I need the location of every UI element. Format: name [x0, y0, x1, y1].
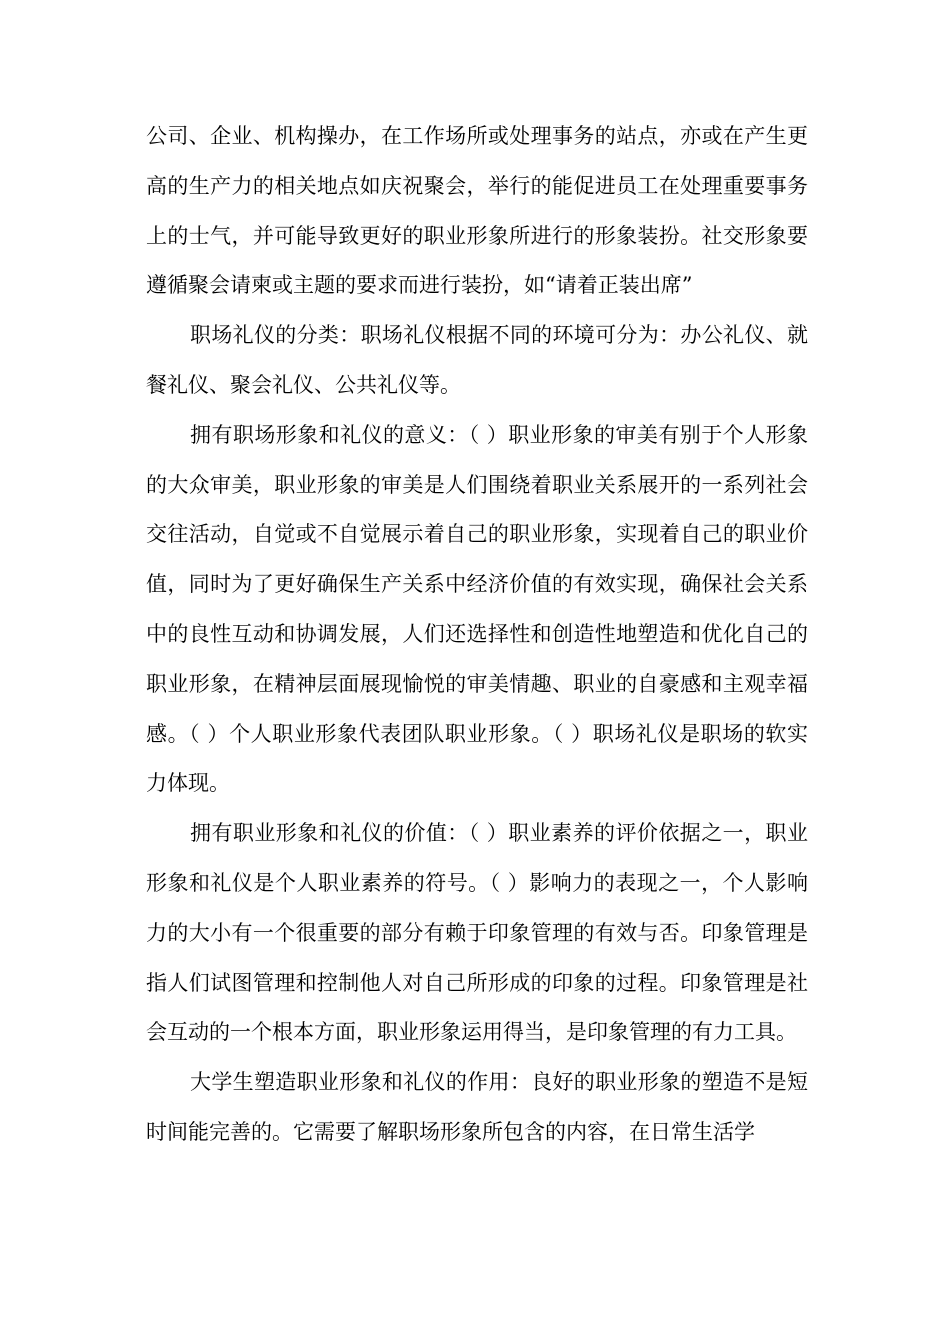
paragraph-4: 拥有职业形象和礼仪的价值：（ ）职业素养的评价依据之一，职业形象和礼仪是个人职业素养的符号。（ ）影响力的表现之一，个人影响力的大小有一个很重要的部分有赖于印象管理的有效与否。印象管理是指人们试图管理和控制他人对自己所形成的印象的过程。印象管理是社会互动的一个根本方面，职业形象运用得当，是印象管理的有力工具。 [146, 821, 808, 1045]
paragraph-2: 职场礼仪的分类：职场礼仪根据不同的环境可分为：办公礼仪、就餐礼仪、聚会礼仪、公共礼仪等。 [146, 323, 808, 397]
paragraph-3: 拥有职场形象和礼仪的意义：（ ）职业形象的审美有别于个人形象的大众审美，职业形象的审美是人们围绕着职业关系展开的一系列社会交往活动，自觉或不自觉展示着自己的职业形象，实现着自己的职业价值，同时为了更好确保生产关系中经济价值的有效实现，确保社会关系中的良性互动和协调发展，人们还选择性和创造性地塑造和优化自己的职业形象，在精神层面展现愉悦的审美情趣、职业的自豪感和主观幸福感。（ ）个人职业形象代表团队职业形象。（ ）职场礼仪是职场的软实力体现。 [146, 422, 808, 796]
document-body [146, 112, 808, 1158]
paragraph-1: 公司、企业、机构操办，在工作场所或处理事务的站点，亦或在产生更高的生产力的相关地点如庆祝聚会，举行的能促进员工在处理重要事务上的士气，并可能导致更好的职业形象所进行的形象装扮。社交形象要遵循聚会请柬或主题的要求而进行装扮，如“请着正装出席” [146, 124, 808, 298]
paragraph-5: 大学生塑造职业形象和礼仪的作用：良好的职业形象的塑造不是短时间能完善的。它需要了解职场形象所包含的内容，在日常生活学 [146, 1070, 808, 1144]
